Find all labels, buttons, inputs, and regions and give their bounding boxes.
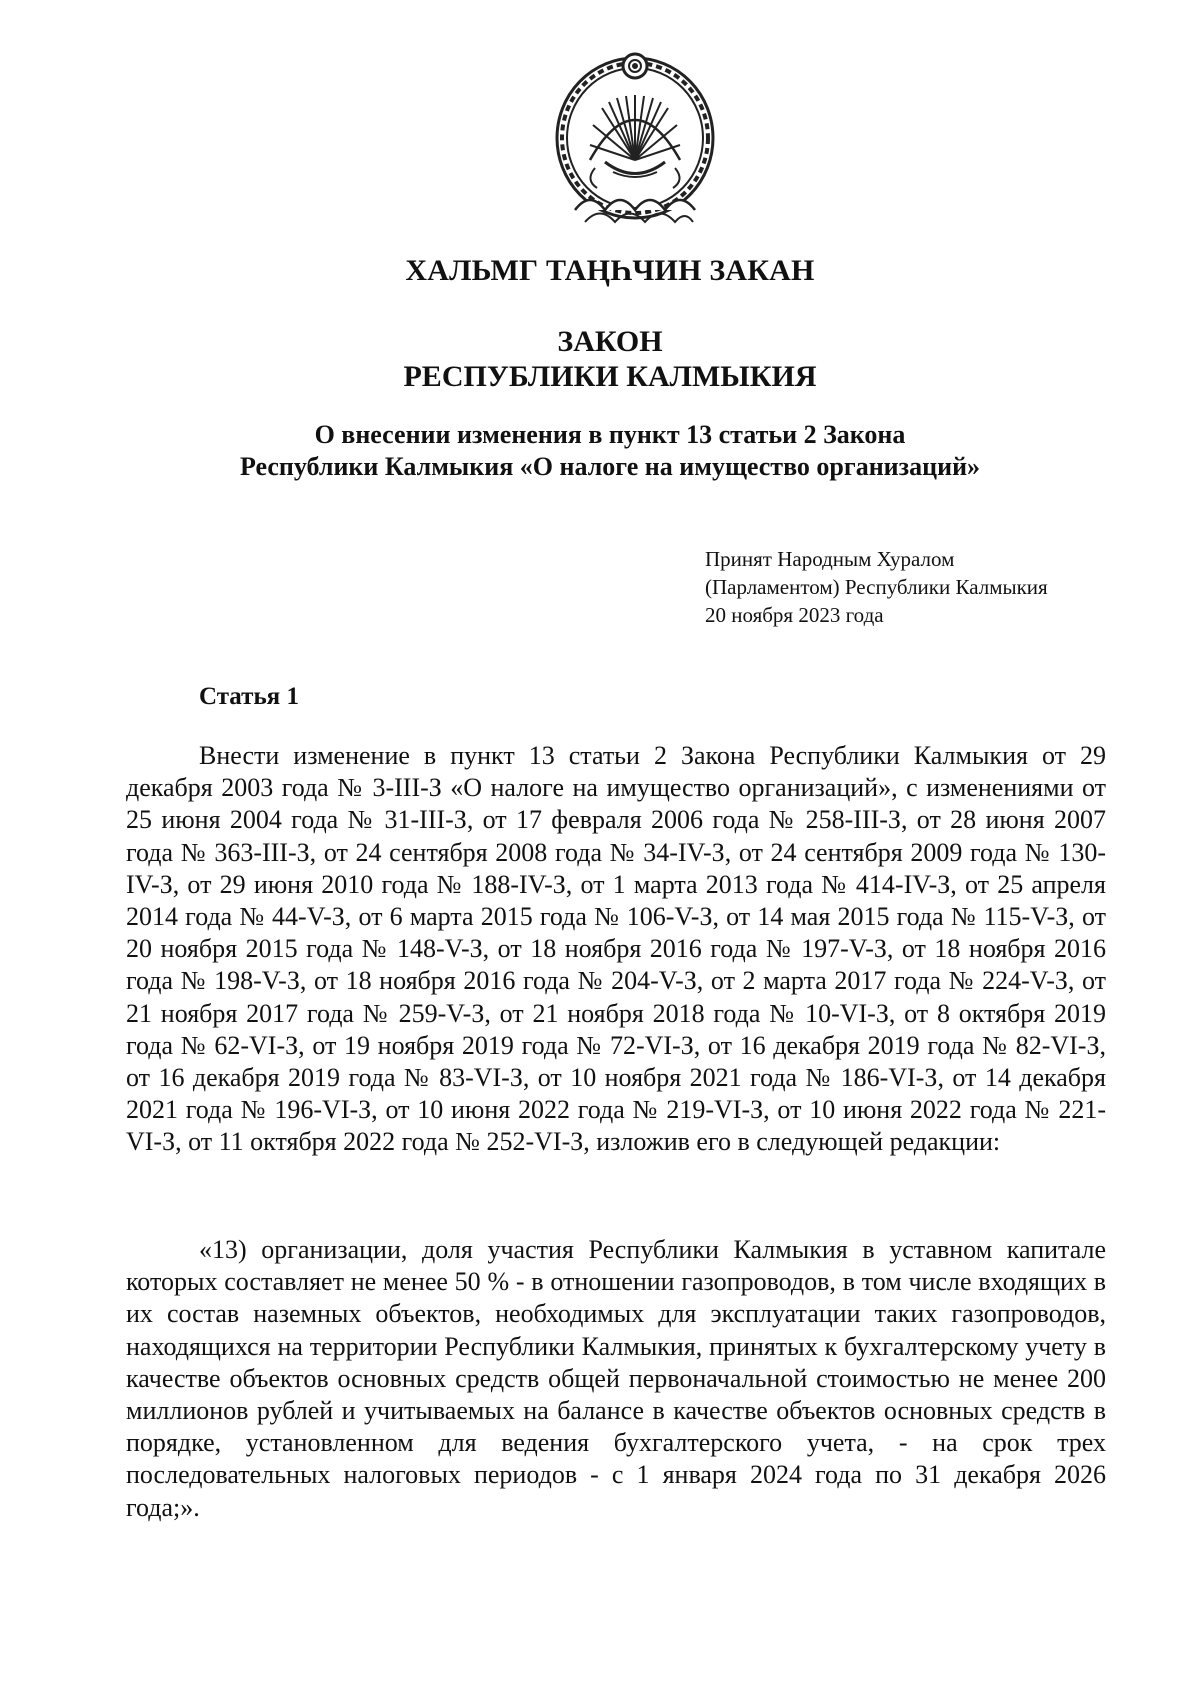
article-paragraph-1: Внести изменение в пункт 13 статьи 2 Закона Республики Калмыкия от 29 декабря 2003 года № 3-III-З «О налоге на имущество организаций», с изменениями от 25 июня 2004 года № 31-III-З, от 17 февраля 2006 года № 258-III-З, от 28 июня 2007 года № 363-III-З, от 24 сентября 2008 года № 34-IV-З, от 24 сентября 2009 года № 130-IV-З, от 29 июня 2010 года № 188-IV-З, от 1 марта 2013 года № 414-IV-З, от 25 апреля 2014 года № 44-V-З, от 6 марта 2015 года № 106-V-З, от 14 мая 2015 года № 115-V-З, от 20 ноября 2015 года № 148-V-З, от 18 ноября 2016 года № 197-V-З, от 18 ноября 2016 года № 198-V-З, от 18 ноября 2016 года № 204-V-З, от 2 марта 2017 года № 224-V-З, от 21 ноября 2017 года № 259-V-З, от 21 ноября 2018 года № 10-VI-З, от 8 октября 2019 года № 62-VI-З, от 19 ноября 2019 года № 72-VI-З, от 16 декабря 2019 года № 82-VI-З, от 16 декабря 2019 года № 83-VI-З, от 10 ноября 2021 года № 186-VI-З, от 14 декабря 2021 года № 196-VI-З, от 10 июня 2022 года № 219-VI-З, от 10 июня 2022 года № 221-VI-З, от 11 октября 2022 года № 252-VI-З, изложив его в следующей редакции: — [126, 741, 1106, 1157]
law-subject-line-1: О внесении изменения в пункт 13 статьи 2 Закона — [314, 420, 906, 449]
article-paragraph-2: «13) организации, доля участия Республики Калмыкия в уставном капитале которых составляет не менее 50 % - в отношении газопроводов, в том числе входящих в их состав наземных объектов, необходимых для эксплуатации таких газопроводов, находящихся на территории Республики Калмыкия, принятых к бухгалтерскому учету в качестве объектов основных средств общей первоначальной стоимостью не менее 200 миллионов рублей и учитываемых на балансе в качестве объектов основных средств в порядке, установленном для ведения бухгалтерского учета, - на срок трех последовательных налоговых периодов - с 1 января 2024 года по 31 декабря 2026 года;». — [126, 1235, 1106, 1522]
adoption-date: 20 ноября 2023 года — [705, 603, 884, 627]
kalmyk-law-title: ХАЛЬМГ ТАҢҺЧИН ЗАКАН — [405, 254, 815, 287]
law-subject-line-2: Республики Калмыкия «О налоге на имущество организаций» — [239, 452, 981, 481]
coat-of-arms-of-kalmykia-icon — [535, 50, 735, 235]
adoption-block — [705, 545, 1048, 629]
law-title: ЗАКОН — [557, 325, 663, 358]
law-republic-title: РЕСПУБЛИКИ КАЛМЫКИЯ — [403, 360, 817, 393]
adoption-line-2: (Парламентом) Республики Калмыкия — [705, 575, 1048, 599]
adoption-line-1: Принят Народным Хуралом — [705, 547, 955, 571]
article-heading: Статья 1 — [199, 683, 299, 710]
